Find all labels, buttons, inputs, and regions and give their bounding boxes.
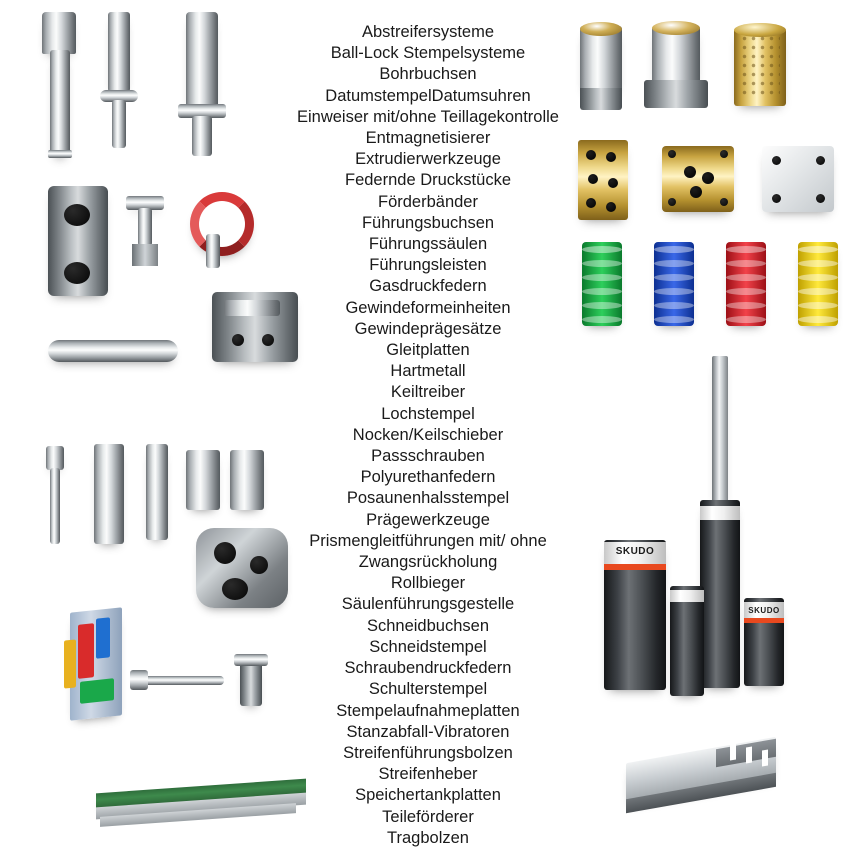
list-item[interactable]: Lochstempel [381,404,475,423]
list-item[interactable]: Führungsbuchsen [361,213,495,232]
spring-blue [654,242,694,326]
list-item[interactable]: Stanzabfall-Vibratoren [346,722,510,741]
list-item[interactable]: Polyurethanfedern [360,468,496,487]
product-list-container [282,22,574,849]
list-item[interactable]: Nocken/Keilschieber [352,425,504,444]
left-image-column [0,0,300,822]
list-item[interactable]: Rollbieger [390,574,466,593]
right-image-column [566,0,848,822]
list-item[interactable]: Gasdruckfedern [369,277,487,296]
list-item[interactable]: Gleitplatten [386,341,470,360]
spring-green [582,242,622,326]
spring-yellow [798,242,838,326]
list-item[interactable]: Passschrauben [371,447,485,466]
list-item[interactable]: DatumstempelDatumsuhren [325,86,531,105]
list-item[interactable]: Prägewerkzeuge [366,510,490,529]
list-item[interactable]: Abstreifersysteme [361,23,495,41]
list-item[interactable]: Stempelaufnahmeplatten [336,701,520,720]
list-item[interactable]: Extrudierwerkzeuge [355,150,501,169]
list-item[interactable]: Schraubendruckfedern [344,659,512,678]
list-item[interactable]: Streifenführungsbolzen [343,743,513,762]
list-item[interactable]: Förderbänder [378,192,478,211]
gas-spring-brand-label: SKUDO [615,546,655,557]
list-item[interactable]: Schulterstempel [368,680,488,699]
list-item[interactable]: Führungsleisten [369,256,487,275]
list-item[interactable]: Prismengleitführungen mit/ ohne Zwangsrückholung [309,531,547,572]
spring-red [726,242,766,326]
list-item[interactable]: Gewindeprägesätze [354,319,502,338]
list-item[interactable]: Speichertankplatten [355,786,501,805]
list-item[interactable]: Posaunenhalsstempel [346,489,510,508]
list-item[interactable]: Führungssäulen [368,235,488,254]
list-item[interactable]: Schneidbuchsen [366,616,489,635]
list-item[interactable]: Tragbolzen [387,828,469,847]
list-item[interactable]: Federnde Druckstücke [345,171,511,190]
list-item[interactable]: Entmagnetisierer [365,129,491,148]
list-item[interactable]: Schneidstempel [369,637,487,656]
list-item[interactable]: Hartmetall [390,362,466,381]
list-item[interactable]: Bohrbuchsen [379,65,477,84]
list-item[interactable]: Ball-Lock Stempelsysteme [330,44,526,63]
list-item[interactable]: Säulenführungsgestelle [341,595,515,614]
product-category-list [282,22,574,849]
gas-spring-brand-label-small: SKUDO [748,606,780,615]
list-item[interactable]: Streifenheber [378,765,478,784]
list-item[interactable]: Keiltreiber [390,383,466,402]
list-item[interactable]: Einweiser mit/ohne Teillagekontrolle [296,107,559,126]
list-item[interactable]: Gewindeformeinheiten [345,298,511,317]
list-item[interactable]: Teileförderer [382,807,474,826]
